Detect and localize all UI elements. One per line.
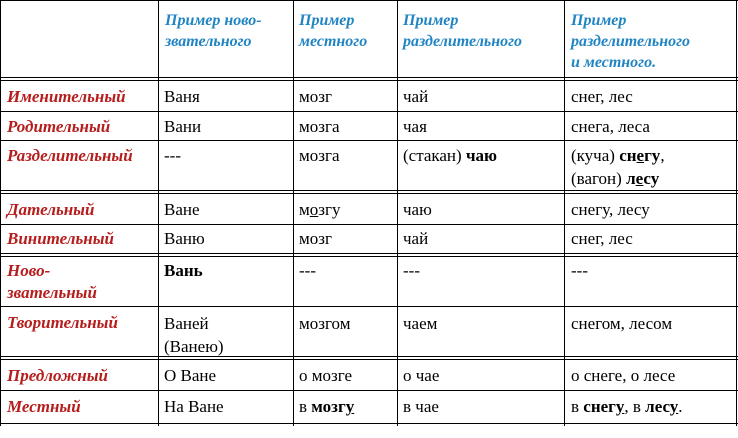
table-cell: в чае bbox=[403, 397, 439, 416]
stress-mark: о bbox=[309, 200, 319, 219]
header-line: и местного. bbox=[571, 54, 657, 71]
table-cell: Ване bbox=[164, 200, 200, 219]
table-cell: снегом, лесом bbox=[571, 314, 673, 333]
table-cell: --- bbox=[164, 146, 181, 165]
table-cell: о чае bbox=[403, 366, 440, 385]
header-locative-example bbox=[299, 10, 367, 52]
text-run-bold: чаю bbox=[465, 146, 498, 165]
table-cell: мозга bbox=[299, 117, 340, 136]
header-line: Пример bbox=[571, 12, 627, 29]
table-cell: Ваню bbox=[164, 229, 205, 248]
column-divider bbox=[397, 0, 398, 426]
table-cell bbox=[571, 395, 683, 418]
text-run: (стакан) bbox=[403, 146, 466, 165]
table-cell: чая bbox=[403, 117, 427, 136]
text-run-bold: гу bbox=[644, 146, 661, 165]
border-top bbox=[0, 0, 738, 1]
case-locative: Местный bbox=[7, 397, 81, 416]
case-instrumental: Творительный bbox=[7, 313, 118, 332]
table-cell: мозга bbox=[299, 146, 340, 165]
table-cell: О Ване bbox=[164, 366, 217, 385]
stress-mark: у bbox=[669, 397, 679, 416]
case-line: Ново- bbox=[7, 261, 51, 280]
row-divider-double bbox=[0, 253, 738, 257]
text-run: згу bbox=[318, 200, 341, 219]
text-run-bold: сн bbox=[619, 146, 637, 165]
table-cell: снега, леса bbox=[571, 117, 650, 136]
text-run: (куча) bbox=[571, 146, 620, 165]
header-line: местного bbox=[299, 33, 368, 50]
text-run: в bbox=[571, 397, 584, 416]
case-prepositional: Предложный bbox=[7, 366, 108, 385]
text-run: м bbox=[299, 200, 310, 219]
case-vocative bbox=[7, 260, 97, 304]
row-divider-double bbox=[0, 190, 738, 194]
table-cell bbox=[403, 144, 497, 167]
header-partitive-example bbox=[403, 10, 522, 52]
table-cell: --- bbox=[571, 261, 588, 280]
row-divider-double bbox=[0, 77, 738, 81]
border-right bbox=[736, 0, 737, 426]
column-divider bbox=[293, 0, 294, 426]
case-accusative: Винительный bbox=[7, 229, 114, 248]
text-run: (вагон) bbox=[571, 169, 627, 188]
stress-mark: у bbox=[345, 397, 355, 416]
table-cell bbox=[571, 144, 665, 190]
header-line: разделительного bbox=[403, 33, 523, 50]
case-line: звательный bbox=[7, 283, 97, 302]
stress-mark: у bbox=[615, 397, 625, 416]
cell-line: (Ванею) bbox=[164, 337, 224, 356]
table-cell: мозгом bbox=[299, 314, 351, 333]
table-cell: чаю bbox=[403, 200, 432, 219]
table-cell: Ваня bbox=[164, 87, 200, 106]
text-run: в bbox=[299, 397, 312, 416]
table-cell: --- bbox=[403, 261, 420, 280]
text-run: . bbox=[678, 397, 683, 416]
table-cell bbox=[299, 395, 354, 418]
row-divider bbox=[0, 306, 738, 307]
column-divider bbox=[564, 0, 565, 426]
row-divider bbox=[0, 390, 738, 391]
table-cell: мозг bbox=[299, 229, 332, 248]
table-cell: снег, лес bbox=[571, 87, 633, 106]
row-divider-double bbox=[0, 356, 738, 360]
text-run-bold: су bbox=[643, 169, 660, 188]
table-cell bbox=[299, 198, 340, 221]
cell-line bbox=[571, 144, 665, 167]
table-cell: о мозге bbox=[299, 366, 353, 385]
text-run-bold: снег bbox=[583, 397, 616, 416]
border-left bbox=[0, 0, 1, 426]
text-run: , в bbox=[624, 397, 646, 416]
text-run: , bbox=[660, 146, 665, 165]
table-cell: мозг bbox=[299, 87, 332, 106]
row-divider bbox=[0, 111, 738, 112]
table-cell: о снеге, о лесе bbox=[571, 366, 676, 385]
case-partitive: Разделительный bbox=[7, 146, 133, 165]
stress-mark: е bbox=[635, 169, 644, 188]
stress-mark: е bbox=[636, 146, 645, 165]
table-cell: снег, лес bbox=[571, 229, 633, 248]
row-divider bbox=[0, 140, 738, 141]
table-cell bbox=[164, 312, 224, 358]
header-line: Пример bbox=[403, 12, 459, 29]
cell-line bbox=[571, 167, 665, 190]
case-genitive: Родительный bbox=[7, 117, 111, 136]
text-run-bold: мозг bbox=[311, 397, 346, 416]
case-nominative: Именительный bbox=[7, 87, 126, 106]
table-cell: снегу, лесу bbox=[571, 200, 650, 219]
header-line: Пример bbox=[299, 12, 355, 29]
text-run-bold: лес bbox=[645, 397, 670, 416]
cell-line: Ваней bbox=[164, 314, 209, 333]
table-cell: На Ване bbox=[164, 397, 224, 416]
header-line: звательного bbox=[165, 33, 252, 50]
border-bottom bbox=[0, 423, 738, 424]
header-vocative-example bbox=[165, 10, 262, 52]
table-cell: чаем bbox=[403, 314, 438, 333]
table-cell: Вань bbox=[164, 261, 203, 280]
header-line: Пример ново- bbox=[165, 12, 262, 29]
table-cell: чай bbox=[403, 87, 429, 106]
column-divider bbox=[158, 0, 159, 426]
table-cell: --- bbox=[299, 261, 316, 280]
table-cell: Вани bbox=[164, 117, 202, 136]
row-divider bbox=[0, 224, 738, 225]
table-cell: чай bbox=[403, 229, 429, 248]
header-line: разделительного bbox=[571, 33, 691, 50]
text-run-bold: л bbox=[626, 169, 636, 188]
case-dative: Дательный bbox=[7, 200, 95, 219]
header-partitive-locative-example bbox=[571, 10, 690, 73]
